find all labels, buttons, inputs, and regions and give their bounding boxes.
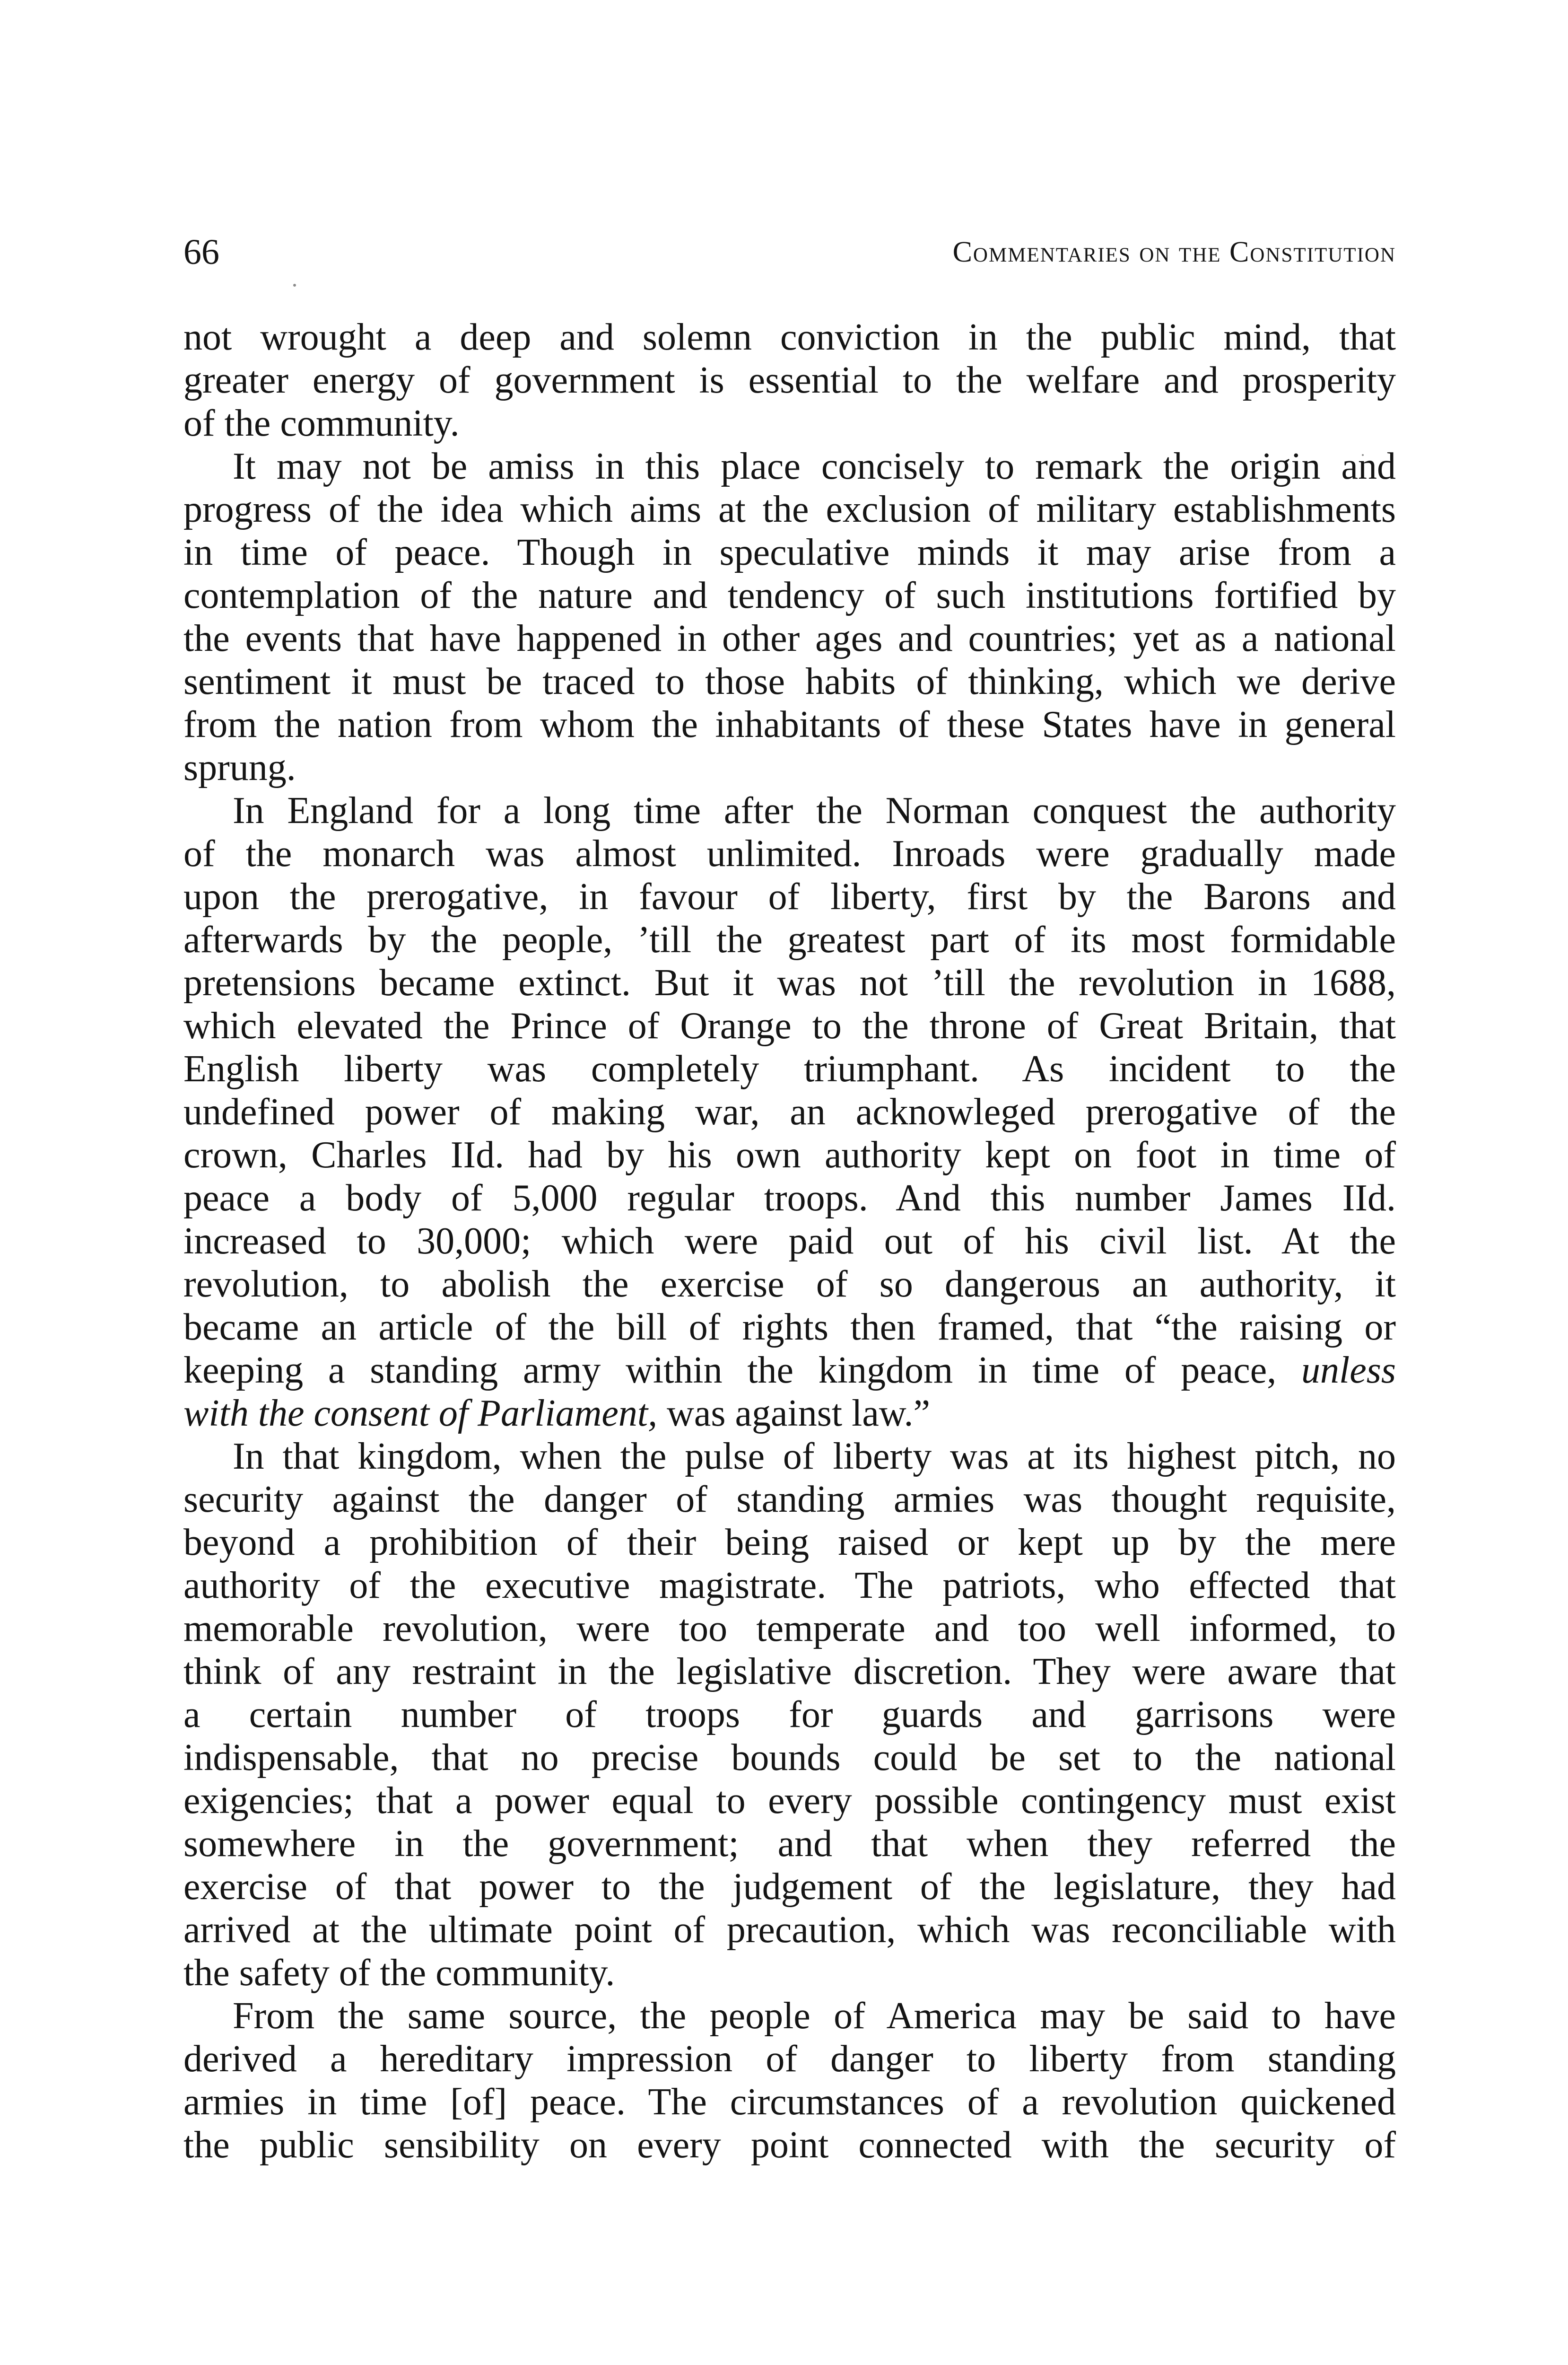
text-line: security against the danger of standing armies was thought requisite, (183, 1479, 1396, 1520)
text-line: the public sensibility on every point connected with the security of (183, 2124, 1396, 2166)
text-line: afterwards by the people, ’till the greatest part of its most formidable (183, 919, 1396, 961)
text-line: exercise of that power to the judgement of the legislature, they had (183, 1866, 1396, 1908)
text-line: sprung. (183, 747, 296, 788)
text-line: In that kingdom, when the pulse of liberty was at its highest pitch, no (233, 1436, 1396, 1477)
text-line: authority of the executive magistrate. The patriots, who effected that (183, 1565, 1396, 1606)
text-line: of the monarch was almost unlimited. Inroads were gradually made (183, 833, 1396, 875)
text-line: sentiment it must be traced to those habits of thinking, which we derive (183, 661, 1396, 702)
text-line: from the nation from whom the inhabitants of these States have in general (183, 704, 1396, 745)
text-line: revolution, to abolish the exercise of so dangerous an authority, it (183, 1263, 1396, 1305)
text-line: It may not be amiss in this place concisely to remark the origin and (233, 446, 1396, 487)
text-line: which elevated the Prince of Orange to the throne of Great Britain, that (183, 1005, 1396, 1047)
text-line (183, 1392, 1396, 1435)
body-text (183, 316, 1396, 2167)
text-line: peace a body of 5,000 regular troops. And this number James IId. (183, 1177, 1396, 1219)
text-line: in time of peace. Though in speculative minds it may arise from a (183, 532, 1396, 573)
text-line: the events that have happened in other ages and countries; yet as a national (183, 618, 1396, 659)
text-line: a certain number of troops for guards and garrisons were (183, 1694, 1396, 1735)
text-line (183, 1349, 1396, 1392)
text-line: greater energy of government is essential to the welfare and prosperity (183, 359, 1396, 401)
text-line: contemplation of the nature and tendency of such institutions fortified by (183, 575, 1396, 616)
text-line: pretensions became extinct. But it was not ’till the revolution in 1688, (183, 962, 1396, 1004)
text-line: beyond a prohibition of their being raised or kept up by the mere (183, 1522, 1396, 1563)
page-number: 66 (183, 232, 219, 272)
text-line: memorable revolution, were too temperate and too well informed, to (183, 1608, 1396, 1649)
text-line: armies in time [of] peace. The circumstances of a revolution quickened (183, 2081, 1396, 2123)
page-header (183, 231, 1396, 273)
italic-segment: with the consent of Parliament, (183, 1393, 658, 1434)
text-line: of the community. (183, 403, 460, 444)
text-line: progress of the idea which aims at the exclusion of military establishments (183, 489, 1396, 530)
text-line: increased to 30,000; which were paid out of his civil list. At the (183, 1220, 1396, 1262)
text-line: exigencies; that a power equal to every possible contingency must exist (183, 1780, 1396, 1822)
text-line: undefined power of making war, an acknowleged prerogative of the (183, 1091, 1396, 1133)
text-line: the safety of the community. (183, 1952, 615, 1994)
text-line: became an article of the bill of rights then framed, that “the raising or (183, 1306, 1396, 1348)
text-segment: keeping a standing army within the kingdom in time of peace, (183, 1349, 1277, 1391)
text-line: think of any restraint in the legislative discretion. They were aware that (183, 1651, 1396, 1692)
text-line: derived a hereditary impression of danger to liberty from standing (183, 2038, 1396, 2080)
text-line: arrived at the ultimate point of precaution, which was reconciliable with (183, 1909, 1396, 1951)
italic-segment: unless (1301, 1349, 1396, 1391)
text-line: upon the prerogative, in favour of liberty, first by the Barons and (183, 876, 1396, 918)
text-line: indispensable, that no precise bounds could be set to the national (183, 1737, 1396, 1778)
speck (293, 284, 296, 287)
text-line: somewhere in the government; and that when they referred the (183, 1823, 1396, 1865)
text-line: English liberty was completely triumphant. As incident to the (183, 1048, 1396, 1090)
running-head: Commentaries on the Constitution (952, 236, 1396, 268)
text-line: In England for a long time after the Norman conquest the authority (233, 790, 1396, 832)
text-line: From the same source, the people of America may be said to have (233, 1995, 1396, 2037)
text-line: not wrought a deep and solemn conviction in the public mind, that (183, 316, 1396, 358)
text-line: crown, Charles IId. had by his own authority kept on foot in time of (183, 1134, 1396, 1176)
text-segment: was against law.” (667, 1393, 930, 1434)
